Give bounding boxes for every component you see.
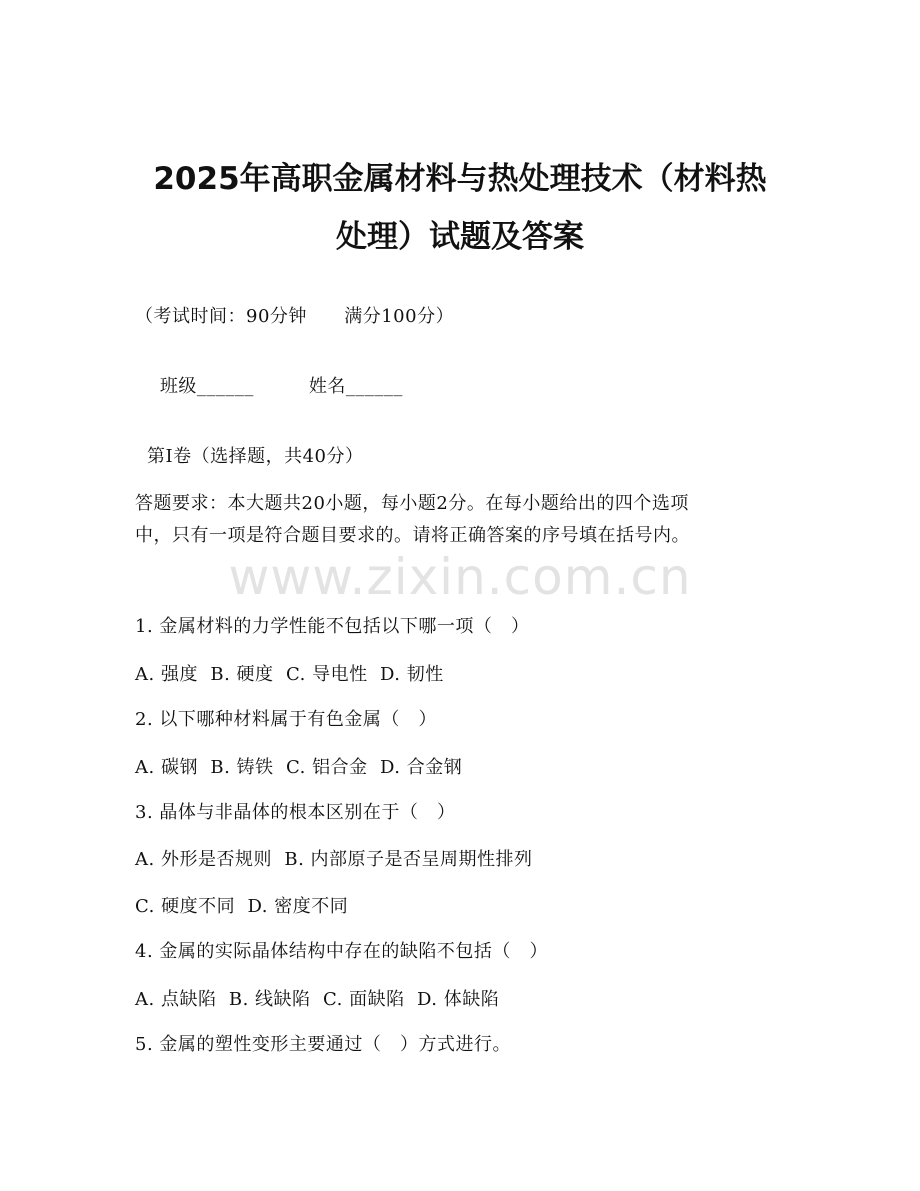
instructions-line-1: 答题要求：本大题共20小题，每小题2分。在每小题给出的四个选项 bbox=[135, 493, 689, 514]
exam-info: （考试时间：90分钟 满分100分） bbox=[135, 306, 455, 327]
question-3-options-line-2: C. 硬度不同 D. 密度不同 bbox=[135, 896, 349, 917]
title-line-2: 处理）试题及答案 bbox=[336, 219, 584, 255]
student-fields bbox=[135, 351, 403, 419]
question-3-stem: 3. 晶体与非晶体的根本区别在于（ ） bbox=[135, 802, 456, 823]
question-1-stem: 1. 金属材料的力学性能不包括以下哪一项（ ） bbox=[135, 616, 530, 637]
document-title bbox=[60, 150, 860, 266]
question-4-stem: 4. 金属的实际晶体结构中存在的缺陷不包括（ ） bbox=[135, 941, 549, 962]
question-1-options: A. 强度 B. 硬度 C. 导电性 D. 韧性 bbox=[135, 664, 444, 685]
question-5-stem: 5. 金属的塑性变形主要通过（ ）方式进行。 bbox=[135, 1034, 512, 1055]
title-line-1: 2025年高职金属材料与热处理技术（材料热 bbox=[153, 161, 767, 197]
name-field: 姓名______ bbox=[308, 376, 403, 397]
instructions-line-2: 中，只有一项是符合题目要求的。请将正确答案的序号填在括号内。 bbox=[135, 525, 690, 546]
question-2-options: A. 碳钢 B. 铸铁 C. 铝合金 D. 合金钢 bbox=[135, 757, 463, 778]
class-field: 班级______ bbox=[159, 376, 254, 397]
question-2-stem: 2. 以下哪种材料属于有色金属（ ） bbox=[135, 709, 438, 730]
section-heading: 第Ⅰ卷（选择题，共40分） bbox=[147, 446, 364, 467]
watermark: www.zixin.com.cn bbox=[228, 548, 692, 606]
question-4-options: A. 点缺陷 B. 线缺陷 C. 面缺陷 D. 体缺陷 bbox=[135, 989, 500, 1010]
question-3-options-line-1: A. 外形是否规则 B. 内部原子是否呈周期性排列 bbox=[135, 849, 533, 870]
